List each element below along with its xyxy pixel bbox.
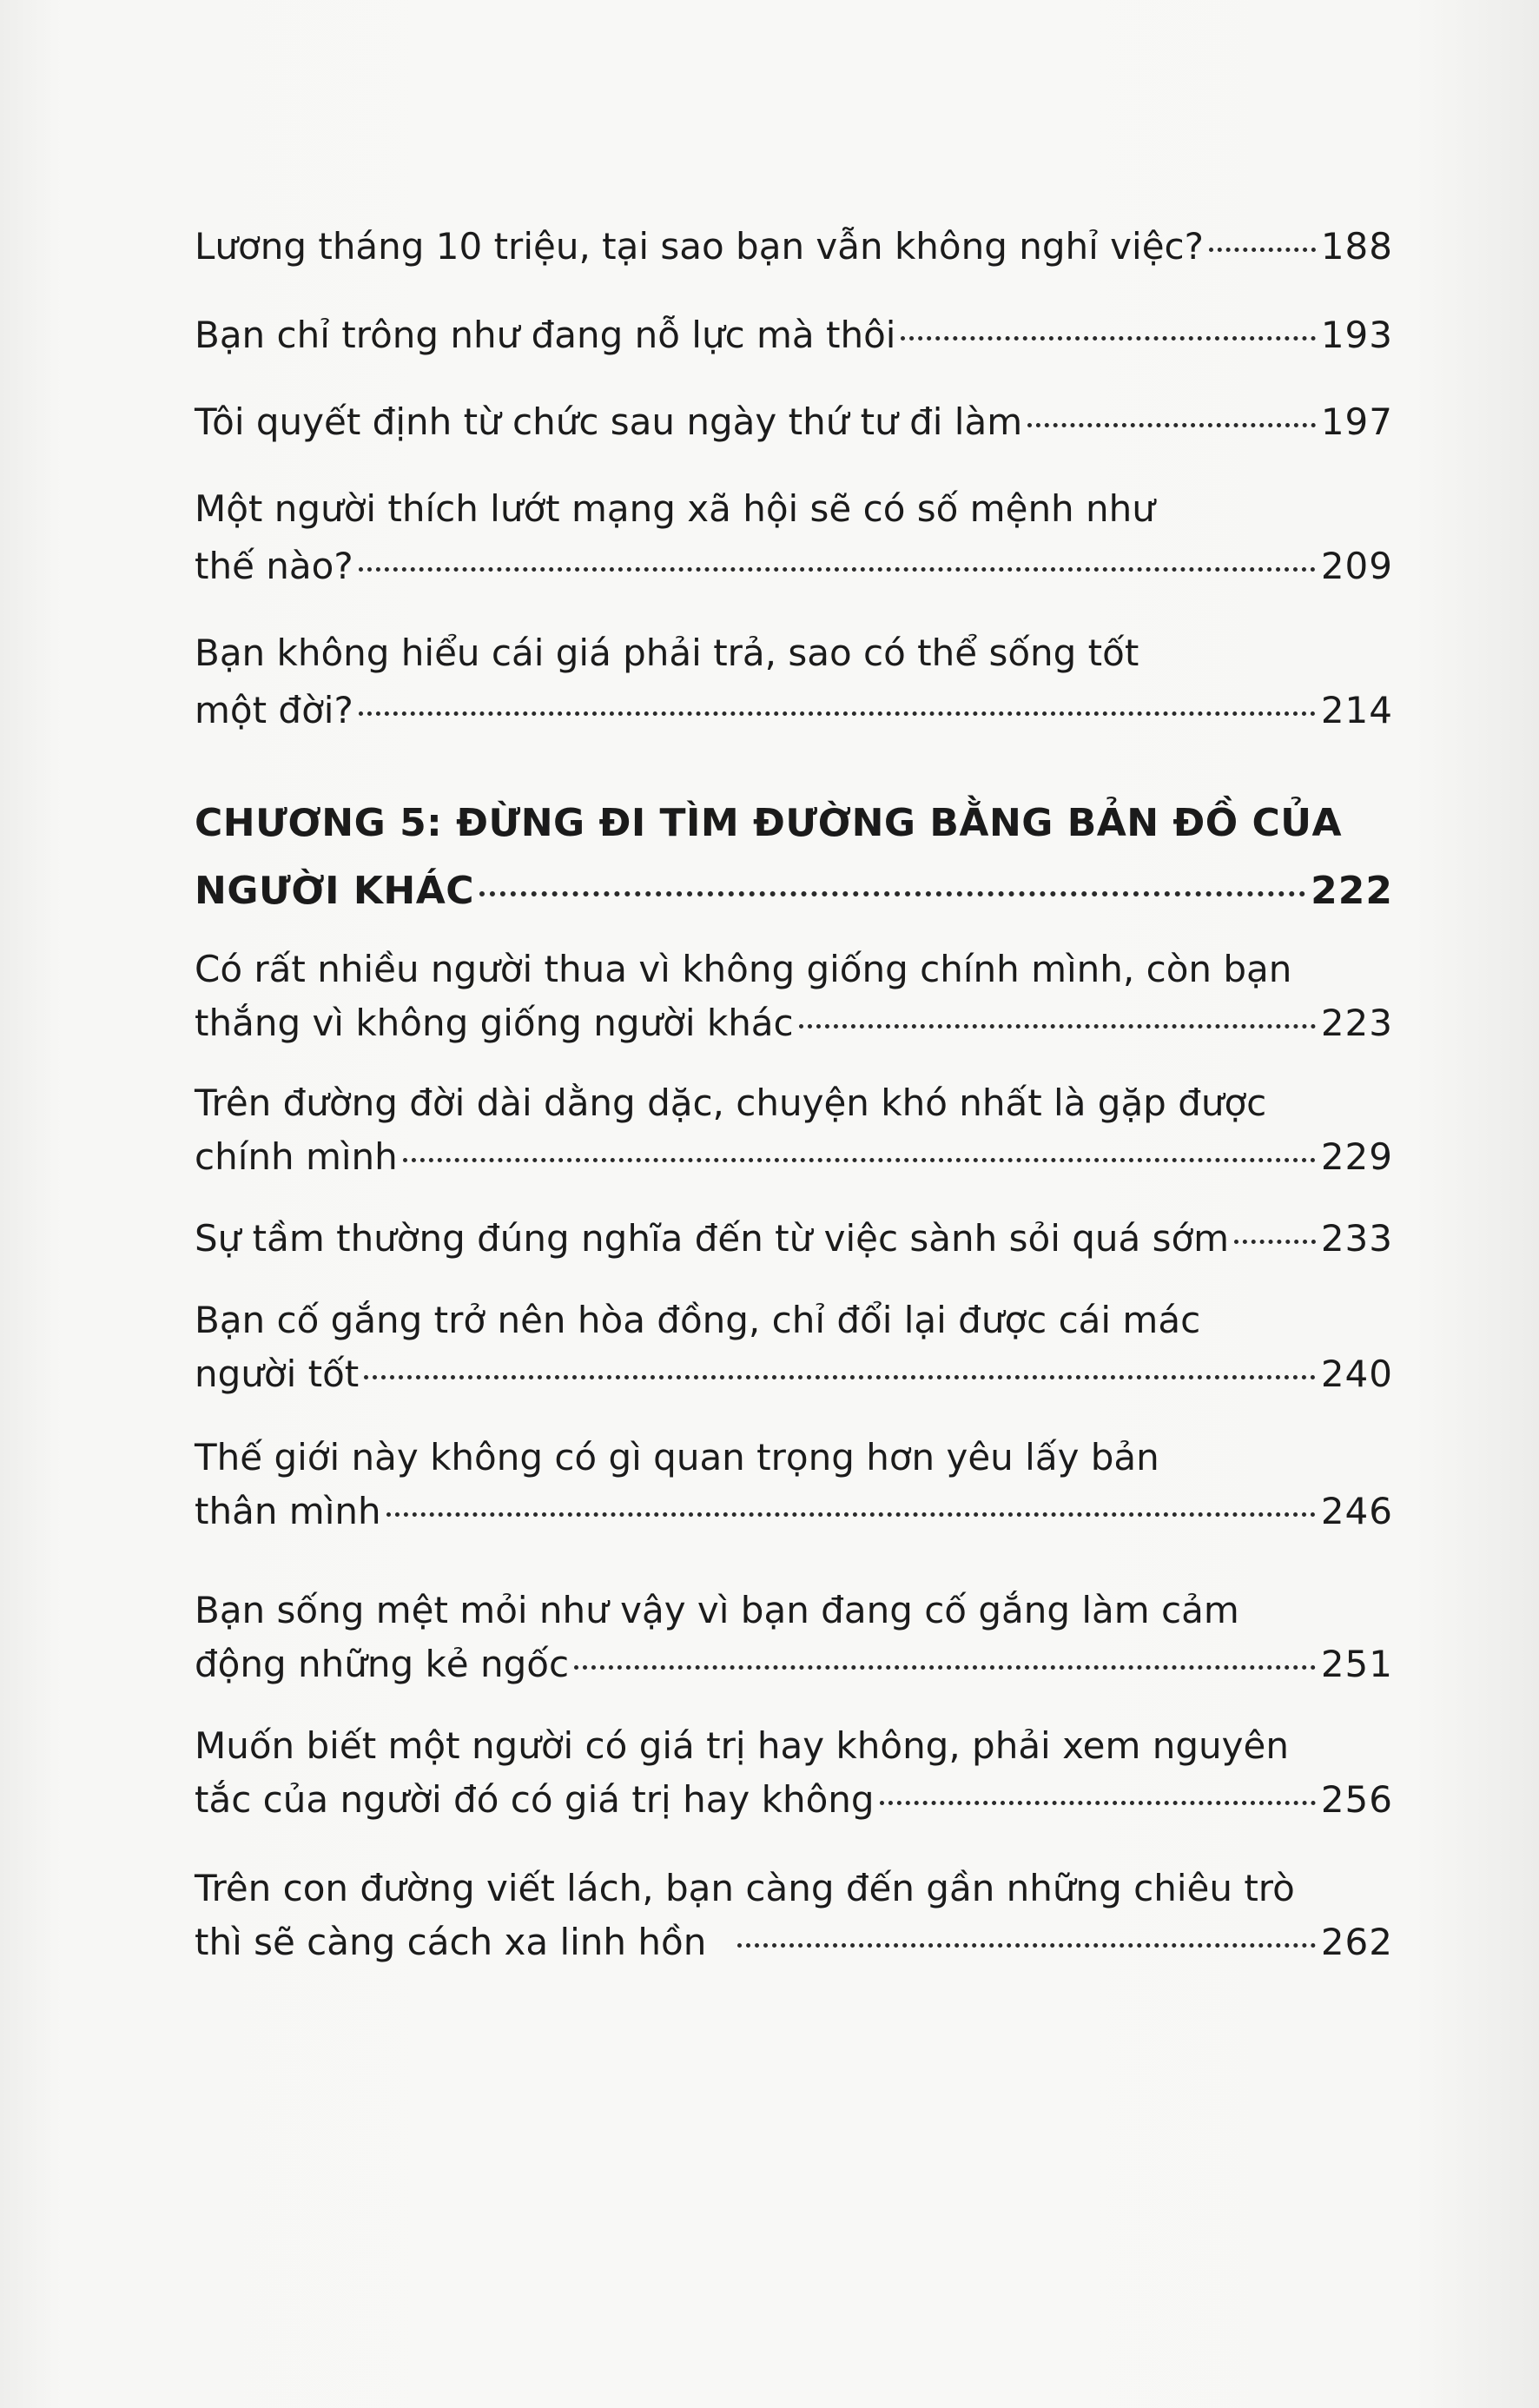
toc-entry: [195, 1721, 1393, 1825]
toc-entry-line: [195, 541, 1393, 592]
toc-entry-line: [195, 857, 1393, 925]
dot-leader: [737, 1943, 1315, 1948]
toc-entry-line: [195, 1078, 1393, 1128]
dot-leader: [574, 1665, 1316, 1670]
toc-entry: [195, 484, 1393, 592]
dot-leader: [880, 1801, 1316, 1805]
toc-page-number: 246: [1320, 1490, 1393, 1532]
toc-page-number: 188: [1320, 225, 1393, 268]
toc-entry-line: [195, 998, 1393, 1049]
dot-leader: [359, 567, 1316, 572]
toc-entry-line: [195, 1486, 1393, 1537]
toc-chapter-entry: [195, 790, 1393, 925]
dot-leader: [386, 1512, 1316, 1517]
toc-entry-line: [195, 1863, 1393, 1914]
toc-entry-title: Có rất nhiều người thua vì không giống chính mình, còn bạn: [195, 948, 1292, 990]
toc-entry-title: Tôi quyết định từ chức sau ngày thứ tư đi làm: [195, 400, 1023, 443]
toc-entry-title: Trên con đường viết lách, bạn càng đến gần những chiêu trò: [195, 1867, 1295, 1909]
toc-entry: [195, 222, 1393, 272]
chapter-title: CHƯƠNG 5: ĐỪNG ĐI TÌM ĐƯỜNG BẰNG BẢN ĐỒ CỦA: [195, 801, 1343, 845]
toc-entry-line: [195, 1917, 1393, 1968]
dot-leader: [1027, 423, 1316, 427]
toc-page-number: 262: [1320, 1921, 1393, 1963]
toc-entry: [195, 1295, 1393, 1399]
toc-page-number: 197: [1320, 400, 1393, 443]
toc-page-number: 214: [1320, 689, 1393, 731]
dot-leader: [359, 711, 1316, 716]
toc-entry-line: [195, 944, 1393, 995]
toc-entry-line: [195, 1639, 1393, 1690]
toc-page-number: 233: [1320, 1217, 1393, 1260]
toc-entry-title-cont: tắc của người đó có giá trị hay không: [195, 1778, 875, 1821]
toc-entry-line: [195, 1721, 1393, 1771]
toc-entry-line: [195, 790, 1393, 857]
toc-entry-title: Bạn sống mệt mỏi như vậy vì bạn đang cố gắng làm cảm: [195, 1589, 1239, 1631]
toc-entry-line: [195, 484, 1393, 534]
toc-entry-line: [195, 1432, 1393, 1483]
toc-entry-line: [195, 1585, 1393, 1636]
toc-entry-title-cont: một đời?: [195, 689, 353, 731]
toc-entry-title-cont: thế nào?: [195, 545, 353, 587]
toc-entry-title: Muốn biết một người có giá trị hay không, phải xem nguyên: [195, 1724, 1289, 1767]
toc-entry-line: [195, 628, 1393, 678]
toc-page-number: 256: [1320, 1778, 1393, 1821]
dot-leader: [1234, 1240, 1316, 1244]
toc-entry-line: [195, 1132, 1393, 1182]
toc-entry-title: Bạn không hiểu cái giá phải trả, sao có thể sống tốt: [195, 632, 1139, 674]
toc-entry: [195, 1078, 1393, 1182]
toc-page-number: 229: [1320, 1135, 1393, 1178]
dot-leader: [364, 1375, 1316, 1379]
toc-entry-title: Trên đường đời dài dằng dặc, chuyện khó nhất là gặp được: [195, 1082, 1267, 1124]
chapter-title-cont: NGƯỜI KHÁC: [195, 869, 475, 913]
toc-entry-line: [195, 1295, 1393, 1346]
toc-page-number: 251: [1320, 1643, 1393, 1685]
toc-entry-title: Bạn cố gắng trở nên hòa đồng, chỉ đổi lại được cái mác: [195, 1299, 1201, 1341]
toc-entry-line: [195, 685, 1393, 736]
toc-entry-title: Lương tháng 10 triệu, tại sao bạn vẫn không nghỉ việc?: [195, 225, 1204, 268]
toc-entry-title: Bạn chỉ trông như đang nỗ lực mà thôi: [195, 314, 896, 356]
toc-entry-title-cont: người tốt: [195, 1353, 360, 1395]
dot-leader: [479, 891, 1305, 896]
toc-entry: [195, 1585, 1393, 1690]
toc-entry-line: [195, 1349, 1393, 1399]
toc-entry-title-cont: thân mình: [195, 1490, 381, 1532]
toc-entry-title: Một người thích lướt mạng xã hội sẽ có số mệnh như: [195, 487, 1155, 530]
toc-page-number: 223: [1320, 1002, 1393, 1044]
toc-entry: [195, 628, 1393, 736]
toc-entry-line: [195, 310, 1393, 361]
toc-entry-title: Thế giới này không có gì quan trọng hơn yêu lấy bản: [195, 1436, 1159, 1479]
toc-entry: [195, 310, 1393, 361]
toc-page-number: 222: [1311, 869, 1393, 913]
toc-entry: [195, 1432, 1393, 1537]
toc-entry-title-cont: thì sẽ càng cách xa linh hồn: [195, 1921, 707, 1963]
toc-entry: [195, 397, 1393, 447]
toc-entry-title-cont: thắng vì không giống người khác: [195, 1002, 794, 1044]
toc-entry-title-cont: động những kẻ ngốc: [195, 1643, 570, 1685]
toc-page-number: 240: [1320, 1353, 1393, 1395]
toc-entry: [195, 944, 1393, 1049]
dot-leader: [799, 1024, 1316, 1029]
dot-leader: [901, 336, 1315, 341]
toc-entry-title: Sự tầm thường đúng nghĩa đến từ việc sành sỏi quá sớm: [195, 1217, 1230, 1260]
table-of-contents: [195, 222, 1393, 1968]
toc-entry: [195, 1863, 1393, 1968]
toc-entry-line: [195, 1214, 1393, 1264]
toc-entry-line: [195, 1775, 1393, 1825]
toc-page-number: 209: [1320, 545, 1393, 587]
dot-leader: [403, 1158, 1316, 1162]
toc-page-number: 193: [1320, 314, 1393, 356]
toc-entry-line: [195, 222, 1393, 272]
toc-entry: [195, 1214, 1393, 1264]
toc-entry-title-cont: chính mình: [195, 1135, 398, 1178]
dot-leader: [1209, 248, 1316, 252]
toc-entry-line: [195, 397, 1393, 447]
